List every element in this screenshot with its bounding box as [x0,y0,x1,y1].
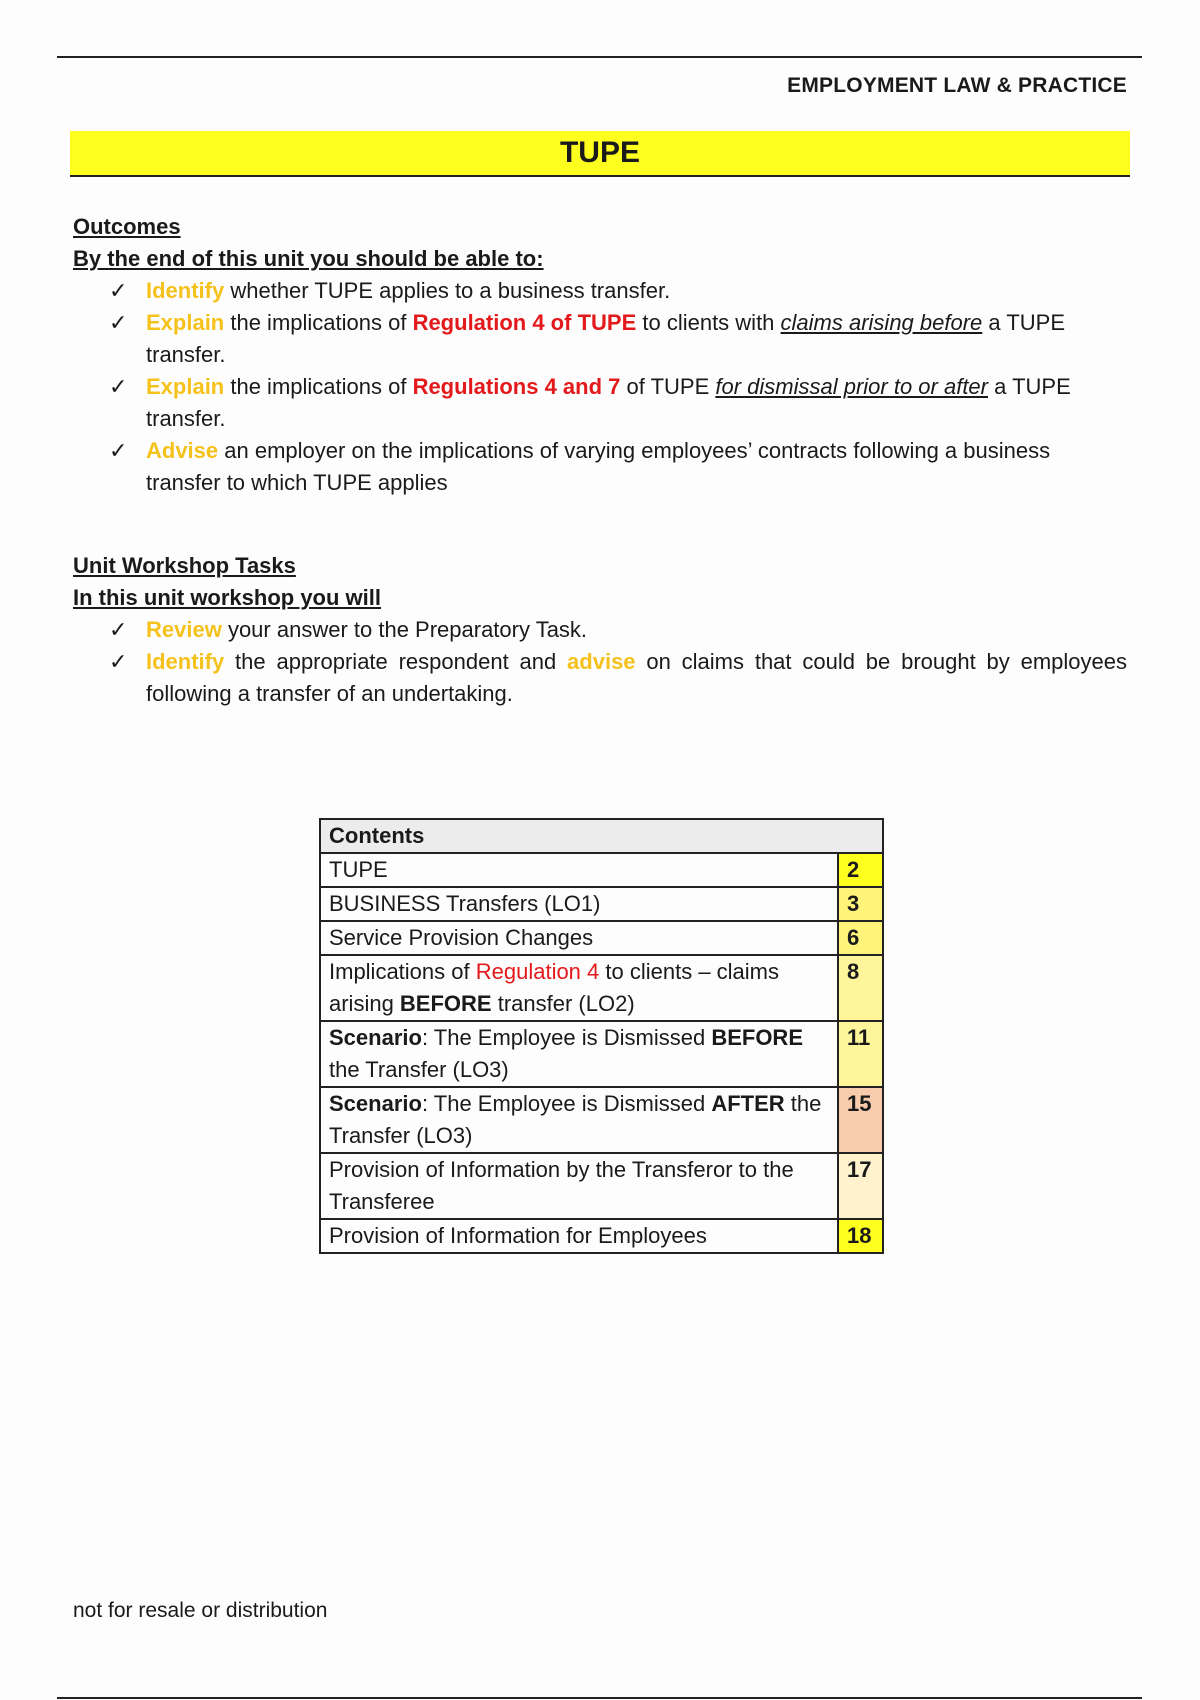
contents-row-label: Implications of Regulation 4 to clients – claims arising BEFORE transfer (LO2) [320,955,838,1021]
footer-notice: not for resale or distribution [73,1599,328,1622]
contents-row-page: 11 [838,1021,883,1087]
contents-row-label: Provision of Information for Employees [320,1219,838,1253]
check-icon: ✓ [109,649,128,674]
workshop-heading: Unit Workshop Tasks [73,553,296,578]
workshop-list [73,614,1127,710]
contents-row-page: 3 [838,887,883,921]
bottom-rule [57,1697,1142,1699]
top-rule [57,56,1142,58]
contents-row[interactable] [320,1219,883,1253]
contents-row[interactable] [320,1021,883,1087]
outcomes-heading: Outcomes [73,214,181,239]
outcomes-section [73,211,1127,499]
workshop-section [73,550,1127,710]
outcome-item: ✓ Advise an employer on the implications of varying employees’ contracts following a business transfer to which TUPE applies [73,435,1127,499]
contents-row-label: Provision of Information by the Transferor to the Transferee [320,1153,838,1219]
outcomes-subheading: By the end of this unit you should be able to: [73,246,544,271]
workshop-item: ✓ Identify the appropriate respondent and advise on claims that could be brought by employees following a transfer of an undertaking. [73,646,1127,710]
contents-row[interactable] [320,1087,883,1153]
check-icon: ✓ [109,374,128,399]
contents-row[interactable] [320,887,883,921]
contents-row-page: 2 [838,853,883,887]
outcome-item: ✓ Explain the implications of Regulations 4 and 7 of TUPE for dismissal prior to or after a TUPE transfer. [73,371,1127,435]
contents-row[interactable] [320,1153,883,1219]
contents-row[interactable] [320,955,883,1021]
workshop-item: ✓ Review your answer to the Preparatory Task. [73,614,1127,646]
outcome-item: ✓ Explain the implications of Regulation 4 of TUPE to clients with claims arising before a TUPE transfer. [73,307,1127,371]
course-title: EMPLOYMENT LAW & PRACTICE [787,74,1127,97]
contents-table [319,818,884,1254]
contents-row[interactable] [320,853,883,887]
contents-row-page: 6 [838,921,883,955]
outcome-item: ✓ Identify whether TUPE applies to a business transfer. [73,275,1127,307]
contents-row[interactable] [320,921,883,955]
check-icon: ✓ [109,278,128,303]
contents-row-page: 18 [838,1219,883,1253]
contents-row-page: 15 [838,1087,883,1153]
contents-heading: Contents [320,819,883,853]
contents-row-label: TUPE [320,853,838,887]
contents-row-label: Scenario: The Employee is Dismissed AFTER the Transfer (LO3) [320,1087,838,1153]
workshop-subheading: In this unit workshop you will [73,585,381,610]
check-icon: ✓ [109,310,128,335]
contents-row-page: 17 [838,1153,883,1219]
check-icon: ✓ [109,438,128,463]
contents-header-row [320,819,883,853]
contents-row-page: 8 [838,955,883,1021]
page-title: TUPE [70,131,1130,177]
outcomes-list [73,275,1127,499]
contents-row-label: BUSINESS Transfers (LO1) [320,887,838,921]
contents-row-label: Scenario: The Employee is Dismissed BEFORE the Transfer (LO3) [320,1021,838,1087]
contents-row-label: Service Provision Changes [320,921,838,955]
check-icon: ✓ [109,617,128,642]
